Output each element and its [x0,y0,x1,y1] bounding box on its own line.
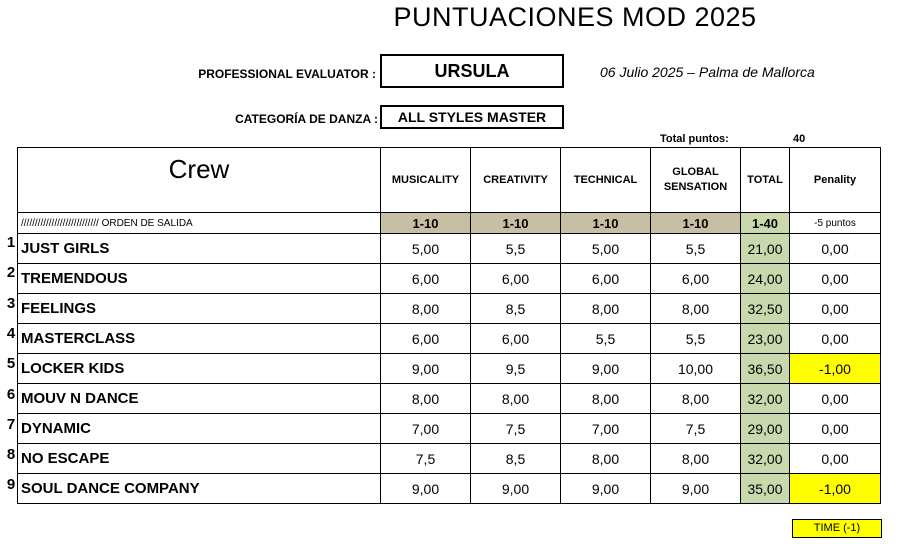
penalty-scale: -5 puntos [790,213,881,234]
penalty-cell[interactable]: 0,00 [790,384,881,414]
crew-name-cell[interactable]: FEELINGS [18,294,381,324]
technical-score-cell[interactable]: 7,00 [561,414,651,444]
total-scale: 1-40 [741,213,790,234]
page-title: PUNTUACIONES MOD 2025 [393,2,757,32]
musicality-scale: 1-10 [381,213,471,234]
total-score-cell: 32,50 [741,294,790,324]
global-score-cell[interactable]: 7,5 [651,414,741,444]
total-score-cell: 29,00 [741,414,790,444]
global-sensation-column-header [651,148,741,213]
table-row [18,414,881,444]
total-score-cell: 32,00 [741,384,790,414]
total-score-cell: 24,00 [741,264,790,294]
table-row [18,354,881,384]
penalty-cell[interactable]: 0,00 [790,234,881,264]
musicality-score-cell[interactable]: 9,00 [381,474,471,504]
technical-score-cell[interactable]: 8,00 [561,294,651,324]
evaluator-label: PROFESSIONAL EVALUATOR : [198,67,376,81]
penalty-cell[interactable]: 0,00 [790,264,881,294]
total-column-header: TOTAL [741,148,790,213]
crew-name-cell[interactable]: SOUL DANCE COMPANY [18,474,381,504]
technical-score-cell[interactable]: 9,00 [561,354,651,384]
global-score-cell[interactable]: 8,00 [651,384,741,414]
musicality-score-cell[interactable]: 6,00 [381,264,471,294]
musicality-score-cell[interactable]: 5,00 [381,234,471,264]
technical-score-cell[interactable]: 6,00 [561,264,651,294]
row-number: 2 [6,264,16,282]
penalty-cell[interactable]: 0,00 [790,444,881,474]
row-number: 6 [6,385,16,403]
global-score-cell[interactable]: 9,00 [651,474,741,504]
global-score-cell[interactable]: 5,5 [651,324,741,354]
global-score-cell[interactable]: 8,00 [651,444,741,474]
crew-name-cell[interactable]: JUST GIRLS [18,234,381,264]
penalty-cell[interactable]: 0,00 [790,294,881,324]
table-row [18,324,881,354]
row-number: 3 [6,294,16,312]
table-header-row [18,148,881,213]
order-label: //////////////////////////// ORDEN DE SALIDA [18,213,381,234]
row-number: 5 [6,355,16,373]
table-row [18,294,881,324]
musicality-score-cell[interactable]: 9,00 [381,354,471,384]
global-label: GLOBAL [672,166,719,178]
musicality-score-cell[interactable]: 8,00 [381,294,471,324]
crew-name-cell[interactable]: NO ESCAPE [18,444,381,474]
creativity-score-cell[interactable]: 8,00 [471,384,561,414]
evaluator-name-field[interactable]: URSULA [380,54,564,88]
total-score-cell: 35,00 [741,474,790,504]
category-field[interactable]: ALL STYLES MASTER [380,105,564,129]
penalty-cell[interactable]: 0,00 [790,414,881,444]
technical-score-cell[interactable]: 5,5 [561,324,651,354]
creativity-score-cell[interactable]: 5,5 [471,234,561,264]
total-score-cell: 36,50 [741,354,790,384]
creativity-score-cell[interactable]: 8,5 [471,294,561,324]
musicality-score-cell[interactable]: 7,00 [381,414,471,444]
total-points-label: Total puntos: [660,133,729,145]
musicality-score-cell[interactable]: 7,5 [381,444,471,474]
creativity-score-cell[interactable]: 9,5 [471,354,561,384]
row-number: 9 [6,476,16,494]
musicality-score-cell[interactable]: 6,00 [381,324,471,354]
category-label: CATEGORÍA DE DANZA : [235,112,378,126]
musicality-score-cell[interactable]: 8,00 [381,384,471,414]
technical-score-cell[interactable]: 8,00 [561,384,651,414]
global-scale: 1-10 [651,213,741,234]
row-number: 8 [6,446,16,464]
technical-score-cell[interactable]: 8,00 [561,444,651,474]
musicality-column-header: MUSICALITY [381,148,471,213]
creativity-score-cell[interactable]: 8,5 [471,444,561,474]
technical-score-cell[interactable]: 9,00 [561,474,651,504]
total-score-cell: 21,00 [741,234,790,264]
row-number: 4 [6,324,16,342]
time-penalty-note: TIME (-1) [792,519,882,538]
crew-name-cell[interactable]: DYNAMIC [18,414,381,444]
table-row [18,384,881,414]
creativity-scale: 1-10 [471,213,561,234]
creativity-column-header: CREATIVITY [471,148,561,213]
penalty-cell[interactable]: -1,00 [790,474,881,504]
penalty-column-header: Penality [790,148,881,213]
table-row [18,264,881,294]
global-score-cell[interactable]: 5,5 [651,234,741,264]
total-score-cell: 23,00 [741,324,790,354]
row-number: 7 [6,415,16,433]
creativity-score-cell[interactable]: 6,00 [471,324,561,354]
crew-name-cell[interactable]: MASTERCLASS [18,324,381,354]
technical-score-cell[interactable]: 5,00 [561,234,651,264]
crew-name-cell[interactable]: LOCKER KIDS [18,354,381,384]
crew-column-header: Crew [18,148,381,213]
sensation-label: SENSATION [663,181,728,193]
global-score-cell[interactable]: 6,00 [651,264,741,294]
date-place: 06 Julio 2025 – Palma de Mallorca [600,64,815,80]
total-score-cell: 32,00 [741,444,790,474]
creativity-score-cell[interactable]: 9,00 [471,474,561,504]
table-row [18,444,881,474]
table-row [18,234,881,264]
creativity-score-cell[interactable]: 6,00 [471,264,561,294]
row-number: 1 [6,234,16,251]
creativity-score-cell[interactable]: 7,5 [471,414,561,444]
global-score-cell[interactable]: 10,00 [651,354,741,384]
crew-name-cell[interactable]: MOUV N DANCE [18,384,381,414]
global-score-cell[interactable]: 8,00 [651,294,741,324]
table-row [18,474,881,504]
scores-table [17,147,881,504]
technical-column-header: TECHNICAL [561,148,651,213]
technical-scale: 1-10 [561,213,651,234]
scale-row [18,213,881,234]
total-points-value: 40 [793,133,806,145]
penalty-cell[interactable]: -1,00 [790,354,881,384]
crew-name-cell[interactable]: TREMENDOUS [18,264,381,294]
penalty-cell[interactable]: 0,00 [790,324,881,354]
